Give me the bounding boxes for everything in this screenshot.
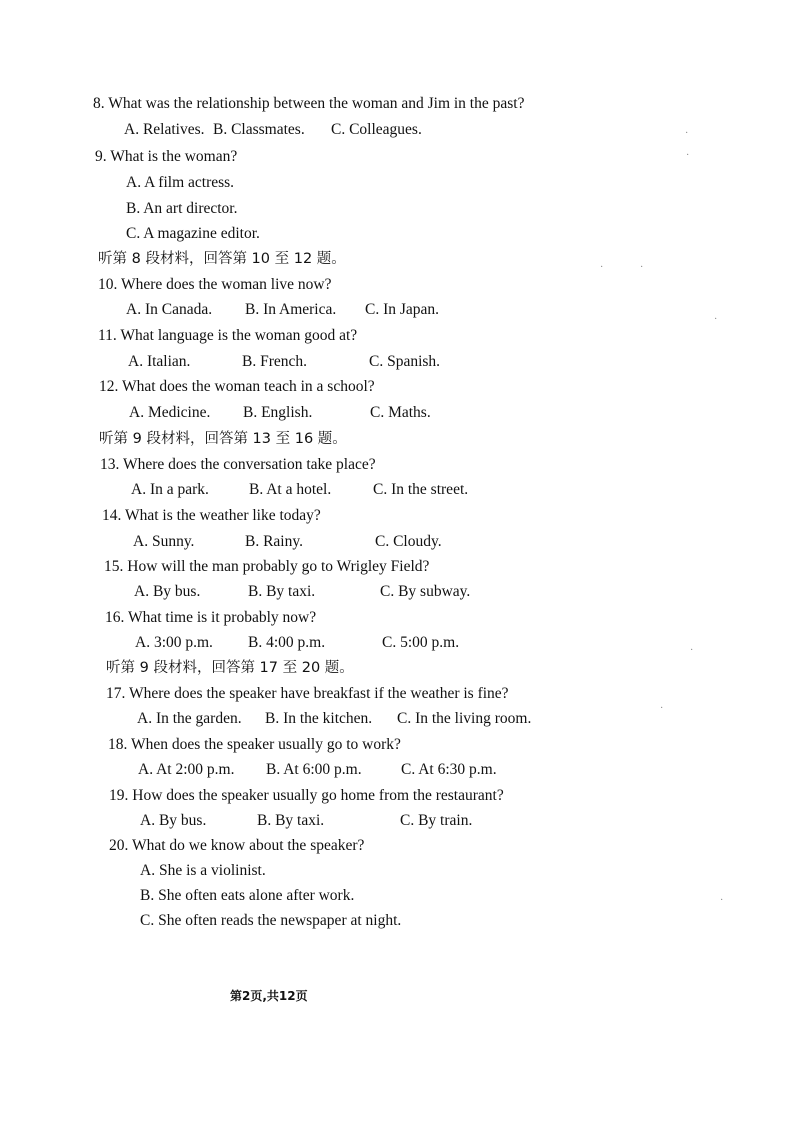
option-b: B. An art director. (126, 200, 238, 217)
option-c: C. At 6:30 p.m. (401, 761, 497, 778)
scan-speck: · (686, 150, 690, 161)
section-heading: 听第 8 段材料，回答第 10 至 12 题。 (98, 251, 346, 267)
option-b: B. By taxi. (257, 812, 325, 829)
question-8 (93, 94, 524, 114)
question-20 (109, 836, 364, 856)
option-a: A. She is a violinist. (140, 862, 266, 879)
option-a: A. At 2:00 p.m. (138, 761, 235, 778)
option-c: C. A magazine editor. (126, 225, 260, 242)
question-number: 15. (104, 558, 124, 575)
option-a: A. Italian. (128, 353, 191, 370)
page-number: 第2页,共12页 (230, 989, 308, 1003)
question-text: What does the woman teach in a school? (121, 378, 375, 395)
question-number: 20. (109, 837, 129, 854)
option-b: B. 4:00 p.m. (248, 634, 326, 651)
option-c: C. Cloudy. (375, 533, 442, 550)
option-b: B. English. (243, 404, 313, 421)
question-text: What language is the woman good at? (120, 327, 358, 344)
question-number: 12. (99, 378, 119, 395)
question-number: 10. (98, 276, 118, 293)
option-a: A. Medicine. (129, 404, 211, 421)
question-17 (106, 684, 509, 704)
option-c: C. By train. (400, 812, 473, 829)
option-c: C. 5:00 p.m. (382, 634, 460, 651)
option-c: C. By subway. (380, 583, 471, 600)
scan-speck: · (660, 703, 664, 714)
question-text: Where does the woman live now? (120, 276, 332, 293)
option-c: C. Colleagues. (331, 121, 422, 138)
question-text: What time is it probably now? (127, 609, 317, 626)
question-11 (98, 326, 357, 346)
option-b: B. French. (242, 353, 308, 370)
scan-speck: · (690, 645, 694, 656)
question-number: 8. (93, 95, 105, 112)
question-number: 13. (100, 456, 120, 473)
question-text: Where does the speaker have breakfast if the weather is fine? (128, 685, 509, 702)
option-a: A. Relatives. (124, 121, 205, 138)
section-heading: 听第 9 段材料，回答第 13 至 16 题。 (99, 431, 347, 447)
option-c: C. Maths. (370, 404, 431, 421)
question-text: How will the man probably go to Wrigley Field? (127, 558, 430, 575)
option-a: A. 3:00 p.m. (135, 634, 213, 651)
question-number: 17. (106, 685, 126, 702)
question-text: How does the speaker usually go home from the restaurant? (132, 787, 504, 804)
section-heading: 听第 9 段材料，回答第 17 至 20 题。 (106, 660, 354, 676)
scan-speck: · (600, 262, 604, 273)
question-16 (105, 608, 316, 628)
option-a: A. By bus. (134, 583, 201, 600)
question-14 (102, 506, 321, 526)
option-c: C. She often reads the newspaper at night. (140, 912, 402, 929)
question-18 (108, 735, 401, 755)
option-b: B. By taxi. (248, 583, 316, 600)
question-9 (95, 147, 237, 167)
question-text: What was the relationship between the woman and Jim in the past? (108, 95, 525, 112)
question-15 (104, 557, 429, 577)
option-b: B. Rainy. (245, 533, 303, 550)
question-13 (100, 455, 376, 475)
option-b: B. In the kitchen. (265, 710, 373, 727)
option-c: C. In the living room. (397, 710, 532, 727)
option-a: A. In a park. (131, 481, 209, 498)
question-number: 14. (102, 507, 122, 524)
option-a: A. In the garden. (137, 710, 242, 727)
option-a: A. By bus. (140, 812, 207, 829)
question-number: 9. (95, 148, 107, 165)
option-b: B. At a hotel. (249, 481, 332, 498)
scan-speck: · (720, 895, 724, 906)
option-c: C. In Japan. (365, 301, 440, 318)
option-c: C. In the street. (373, 481, 469, 498)
option-b: B. At 6:00 p.m. (266, 761, 362, 778)
question-number: 16. (105, 609, 125, 626)
scan-speck: · (714, 314, 718, 325)
option-b: B. Classmates. (213, 121, 305, 138)
option-b: B. In America. (245, 301, 337, 318)
option-a: A. Sunny. (133, 533, 195, 550)
question-text: Where does the conversation take place? (122, 456, 376, 473)
question-text: What is the weather like today? (124, 507, 321, 524)
option-c: C. Spanish. (369, 353, 441, 370)
question-number: 11. (98, 327, 117, 344)
option-b: B. She often eats alone after work. (140, 887, 355, 904)
question-12 (99, 377, 375, 397)
question-number: 19. (109, 787, 129, 804)
question-text: When does the speaker usually go to work? (130, 736, 401, 753)
question-text: What is the woman? (110, 148, 238, 165)
question-number: 18. (108, 736, 128, 753)
question-10 (98, 275, 331, 295)
scan-speck: · (640, 262, 644, 273)
option-a: A. In Canada. (126, 301, 213, 318)
option-a: A. A film actress. (126, 174, 235, 191)
scan-speck: · (685, 128, 689, 139)
question-text: What do we know about the speaker? (131, 837, 365, 854)
question-19 (109, 786, 504, 806)
